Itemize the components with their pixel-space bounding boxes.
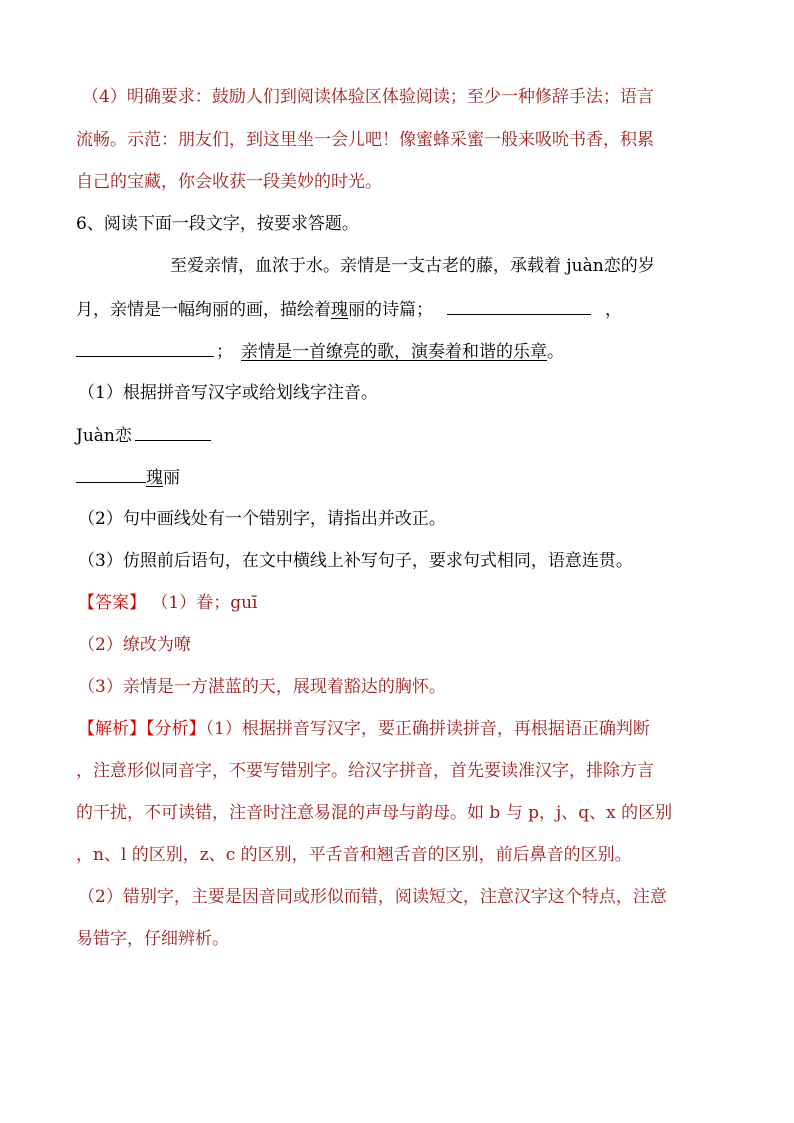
passage-text: ； — [216, 342, 233, 362]
answer-line-1 — [78, 590, 728, 616]
sub-question-3: （3）仿照前后语句，在文中横线上补写句子，要求句式相同，语意连贯。 — [78, 551, 633, 571]
sub-question-2: （2）句中画线处有一个错别字，请指出并改正。 — [78, 509, 446, 529]
fill-gui-line — [76, 464, 726, 490]
question-6-title: 6、阅读下面一段文字，按要求答题。 — [76, 214, 359, 234]
underlined-char: 瑰 — [331, 300, 348, 320]
passage-text: ， — [605, 300, 622, 320]
passage-line-2 — [76, 296, 726, 322]
fill-blank-2[interactable] — [76, 338, 214, 357]
fill-juan-blank[interactable] — [135, 422, 211, 441]
underlined-sentence: 亲情是一首缭亮的歌，演奏着和谐的乐章 — [241, 342, 547, 362]
answer-tag: 【答案】 — [78, 593, 146, 613]
answer-line-2: （2）缭改为嘹 — [78, 635, 191, 655]
passage-line-3 — [76, 338, 726, 364]
fill-blank-1[interactable] — [447, 296, 591, 315]
sub-question-1: （1）根据拼音写汉字或给划线字注音。 — [78, 383, 378, 403]
fill-gui-char: 瑰 — [146, 468, 163, 488]
passage-line-1: 至爱亲情，血浓于水。亲情是一支古老的藤，承载着 juàn恋的岁 — [170, 256, 655, 276]
passage-text: 月，亲情是一幅绚丽的画，描绘着 — [76, 300, 331, 320]
q5-answer-line-2: 流畅。示范：朋友们，到这里坐一会儿吧！像蜜蜂采蜜一般来吸吮书香，积累 — [76, 130, 654, 150]
passage-text: 丽的诗篇； — [348, 300, 433, 320]
analysis-text: （1）根据拼音写汉字，要正确拼读拼音，再根据语正确判断 — [205, 719, 650, 739]
fill-gui-suffix: 丽 — [163, 468, 180, 488]
answer-line-3: （3）亲情是一方湛蓝的天，展现着豁达的胸怀。 — [78, 677, 446, 697]
analysis-line-2: ，注意形似同音字，不要写错别字。给汉字拼音，首先要读准汉字，排除方言 — [76, 761, 654, 781]
analysis-line-3: 的干扰，不可读错，注音时注意易混的声母与韵母。如 b 与 p，j、q、x 的区别 — [76, 803, 673, 823]
analysis-line-6: 易错字，仔细辨析。 — [76, 929, 229, 949]
fill-juan-line — [76, 422, 726, 448]
analysis-line-5: （2）错别字，主要是因音同或形似而错，阅读短文，注意汉字这个特点，注意 — [78, 887, 667, 907]
fill-gui-blank[interactable] — [76, 464, 146, 483]
passage-text: 。 — [547, 342, 564, 362]
answer-1: （1）眷；guī — [146, 593, 258, 613]
q5-answer-line-3: 自己的宝藏，你会收获一段美妙的时光。 — [76, 172, 382, 192]
fill-juan-label: Juàn恋 — [76, 426, 132, 446]
q5-answer-line-1: （4）明确要求：鼓励人们到阅读体验区体验阅读；至少一种修辞手法；语言 — [82, 87, 654, 107]
analysis-tag: 【解析】【分析】 — [78, 719, 206, 739]
analysis-line-1 — [78, 716, 728, 742]
analysis-line-4: ，n、l 的区别，z、c 的区别，平舌音和翘舌音的区别，前后鼻音的区别。 — [76, 845, 632, 865]
